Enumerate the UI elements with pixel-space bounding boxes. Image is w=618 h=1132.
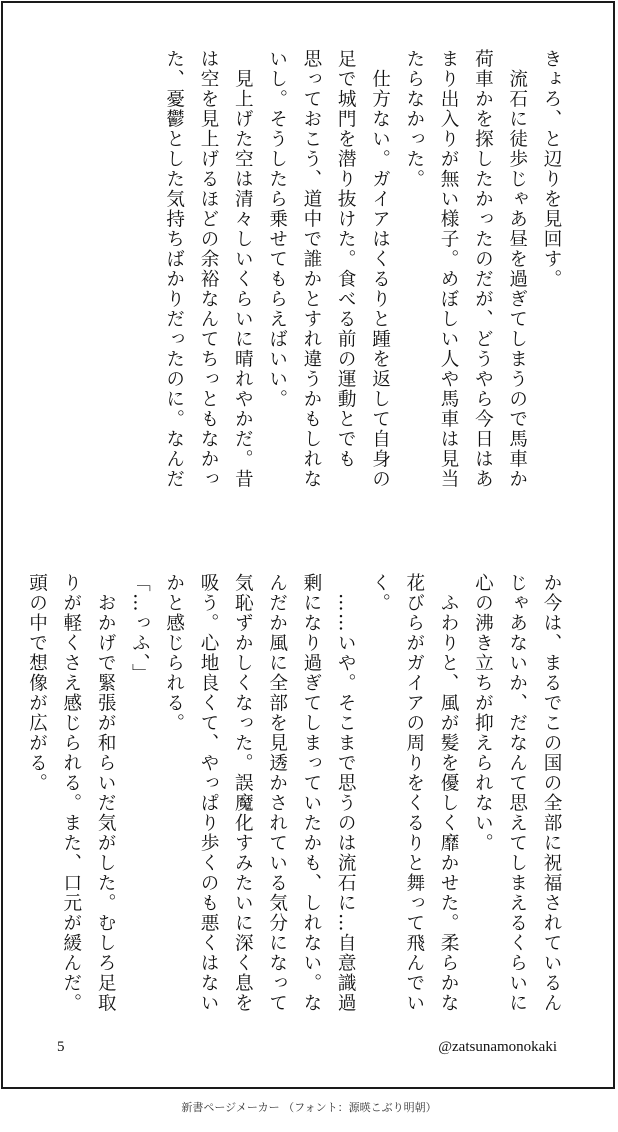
upper-text-block: きょろ、と辺りを見回す。 流石に徒歩じゃあ昼を過ぎてしまうので馬車か 荷車かを探したかったのだが、どうやら今日はあ まり出入りが無い様子。めぼしい人や馬車は見当 たらなかった。 仕方ない。ガイアはくるりと踵を返して自身の 足で城門を潜り抜けた。食べる前の運動とでも 思っておこう、道中で誰かとすれ違うかもしれな いし。そうしたら乗せてもらえばいい。 見上げた空は清々しいくらいに晴れやかだ。昔 は空を見上げるほどの余裕なんてちっともなかっ た、憂鬱とした気持ちばかりだったのに。なんだ <box>163 49 562 489</box>
author-handle: @zatsunamonokaki <box>438 1039 557 1055</box>
page-frame <box>1 1 615 1089</box>
lower-text-block: か今は、まるでこの国の全部に祝福されているん じゃあないか、だなんて思えてしまえるくらいに 心の沸き立ちが抑えられない。 ふわりと、風が髪を優しく靡かせた。柔らかな 花びらがガイアの周りをくるりと舞って飛んでい く。 ……いや。そこまで思うのは流石に…自意識過 剰になり過ぎてしまっていたかも、しれない。な んだか風に全部を見透かされている気分になって 気恥ずかしくなった。誤魔化すみたいに深く息を 吸う。心地良くて、やっぱり歩くのも悪くはない かと感じられる。 「…っふ、」 おかげで緊張が和らいだ気がした。むしろ足取 りが軽くさえ感じられる。また、口元が緩んだ。 頭の中で想像が広がる。 <box>26 573 562 1013</box>
page-number: 5 <box>57 1039 65 1055</box>
generator-caption: 新書ページメーカー （フォント：源暎こぶり明朝） <box>181 1101 437 1114</box>
